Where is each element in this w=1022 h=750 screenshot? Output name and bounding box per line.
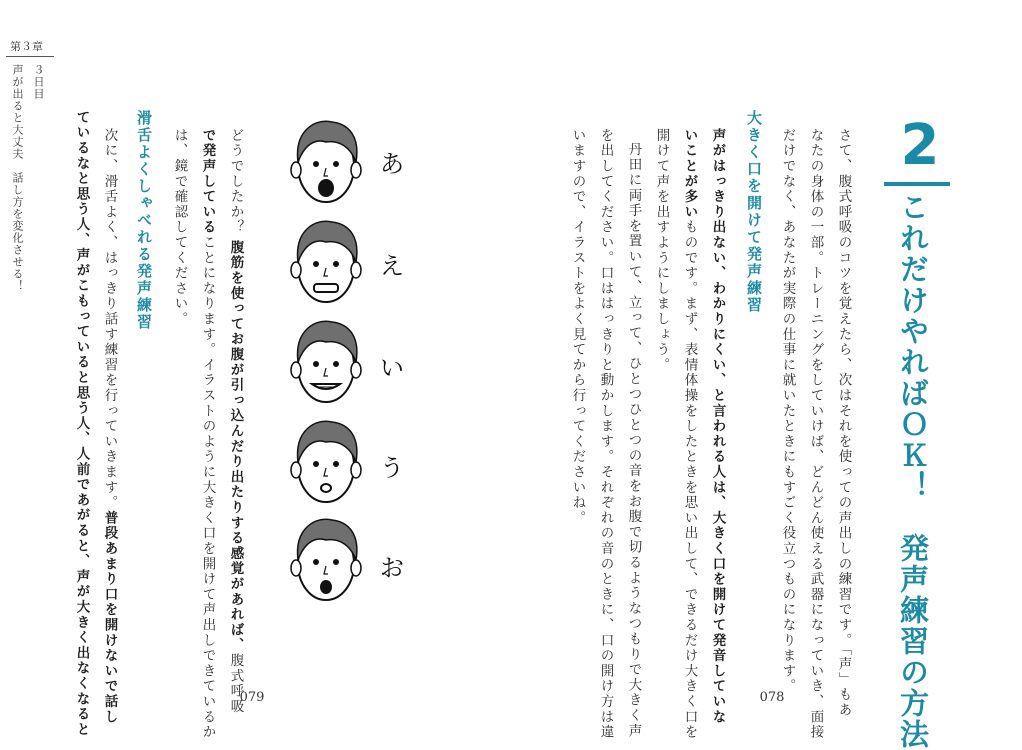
face-i-illustration	[286, 312, 366, 408]
page-number-left: 079	[239, 690, 265, 705]
line-2: ているなと思う人、声がこもっていると思う人、人前であがると、声が大きく出なくなると	[73, 110, 90, 738]
body-line-3: 開けて声を出すようにしましょう。	[653, 128, 670, 373]
intro-line-2: なたの身体の一部。トレーニングをしていけば、どんどん使える武器になっていき、面接	[807, 128, 824, 740]
sub-heading-tongue: 滑舌よくしゃべれる発声練習	[135, 110, 153, 331]
normal-a: 腹式呼吸	[227, 653, 244, 715]
page-number-right: 078	[759, 690, 785, 705]
section-number: 2	[900, 113, 940, 178]
bold-line-a	[228, 240, 242, 714]
section-rule	[884, 182, 950, 186]
question-line: どうでしたか？	[227, 128, 244, 236]
line-1	[102, 128, 116, 725]
bold-line-1: 声がはっきり出ない、わかりにくい、と言われる人は、大きく口を開けて発音していな	[709, 128, 726, 725]
line-1-bold: 普段あまり口を開けないで話し	[101, 510, 118, 725]
line-c: は、鏡で確認してください。	[171, 128, 188, 327]
vowel-e: え	[380, 252, 404, 280]
bold-line-2a: いことが多い	[681, 128, 698, 220]
face-e-illustration	[286, 212, 366, 308]
line-2b: ものです。まず、表情体操をしたときを思い出して、できるだけ大きく口を	[681, 219, 698, 741]
normal-b: ことになります。イラストのように大きく口を開けて声出しできているか	[199, 235, 216, 741]
chapter-label: 第３章	[10, 40, 43, 53]
mixed-line-2	[682, 128, 696, 740]
face-u-illustration	[286, 412, 366, 508]
sidebar-day: ３日目	[32, 64, 45, 100]
line-1-normal: 次に、滑舌よく、はっきり話す練習を行っていきます。	[101, 128, 118, 511]
face-a-illustration	[286, 112, 366, 208]
sidebar-divider	[6, 56, 54, 57]
mixed-line-b	[200, 128, 214, 740]
body-line-5: を出してください。口ははっきりと動かします。それぞれの音のときに、口の開け方は違	[597, 128, 614, 740]
face-o-illustration	[286, 510, 366, 606]
section-title: これだけやればＯＫ！ 発声練習の方法	[896, 192, 930, 750]
sub-heading-open-mouth: 大きく口を開けて発声練習	[745, 110, 763, 314]
vowel-o: お	[380, 554, 404, 582]
bold-a: 腹筋を使ってお腹が引っ込んだり出たりする感覚があれば、	[227, 240, 244, 654]
intro-line-3: だけでなく、あなたが実際の仕事に就いたときにもすごく役立つものになります。	[779, 128, 796, 695]
vowel-u: う	[380, 454, 404, 482]
sidebar-title: 声が出ると大丈夫 話し方を変化させる！	[11, 64, 24, 292]
bold-b: で発声している	[199, 128, 216, 236]
vowel-a: あ	[380, 150, 404, 178]
vowel-i: い	[380, 354, 404, 382]
body-line-6: いますので、イラストをよく見てから行ってくださいね。	[569, 128, 586, 526]
intro-line-1: さて、腹式呼吸のコツを覚えたら、次はそれを使っての声出しの練習です。「声」もあ	[835, 128, 852, 718]
body-line-4: 丹田に両手を置いて、立って、ひとつひとつの音をお腹で切るようなつもりで大きく声	[625, 142, 642, 739]
